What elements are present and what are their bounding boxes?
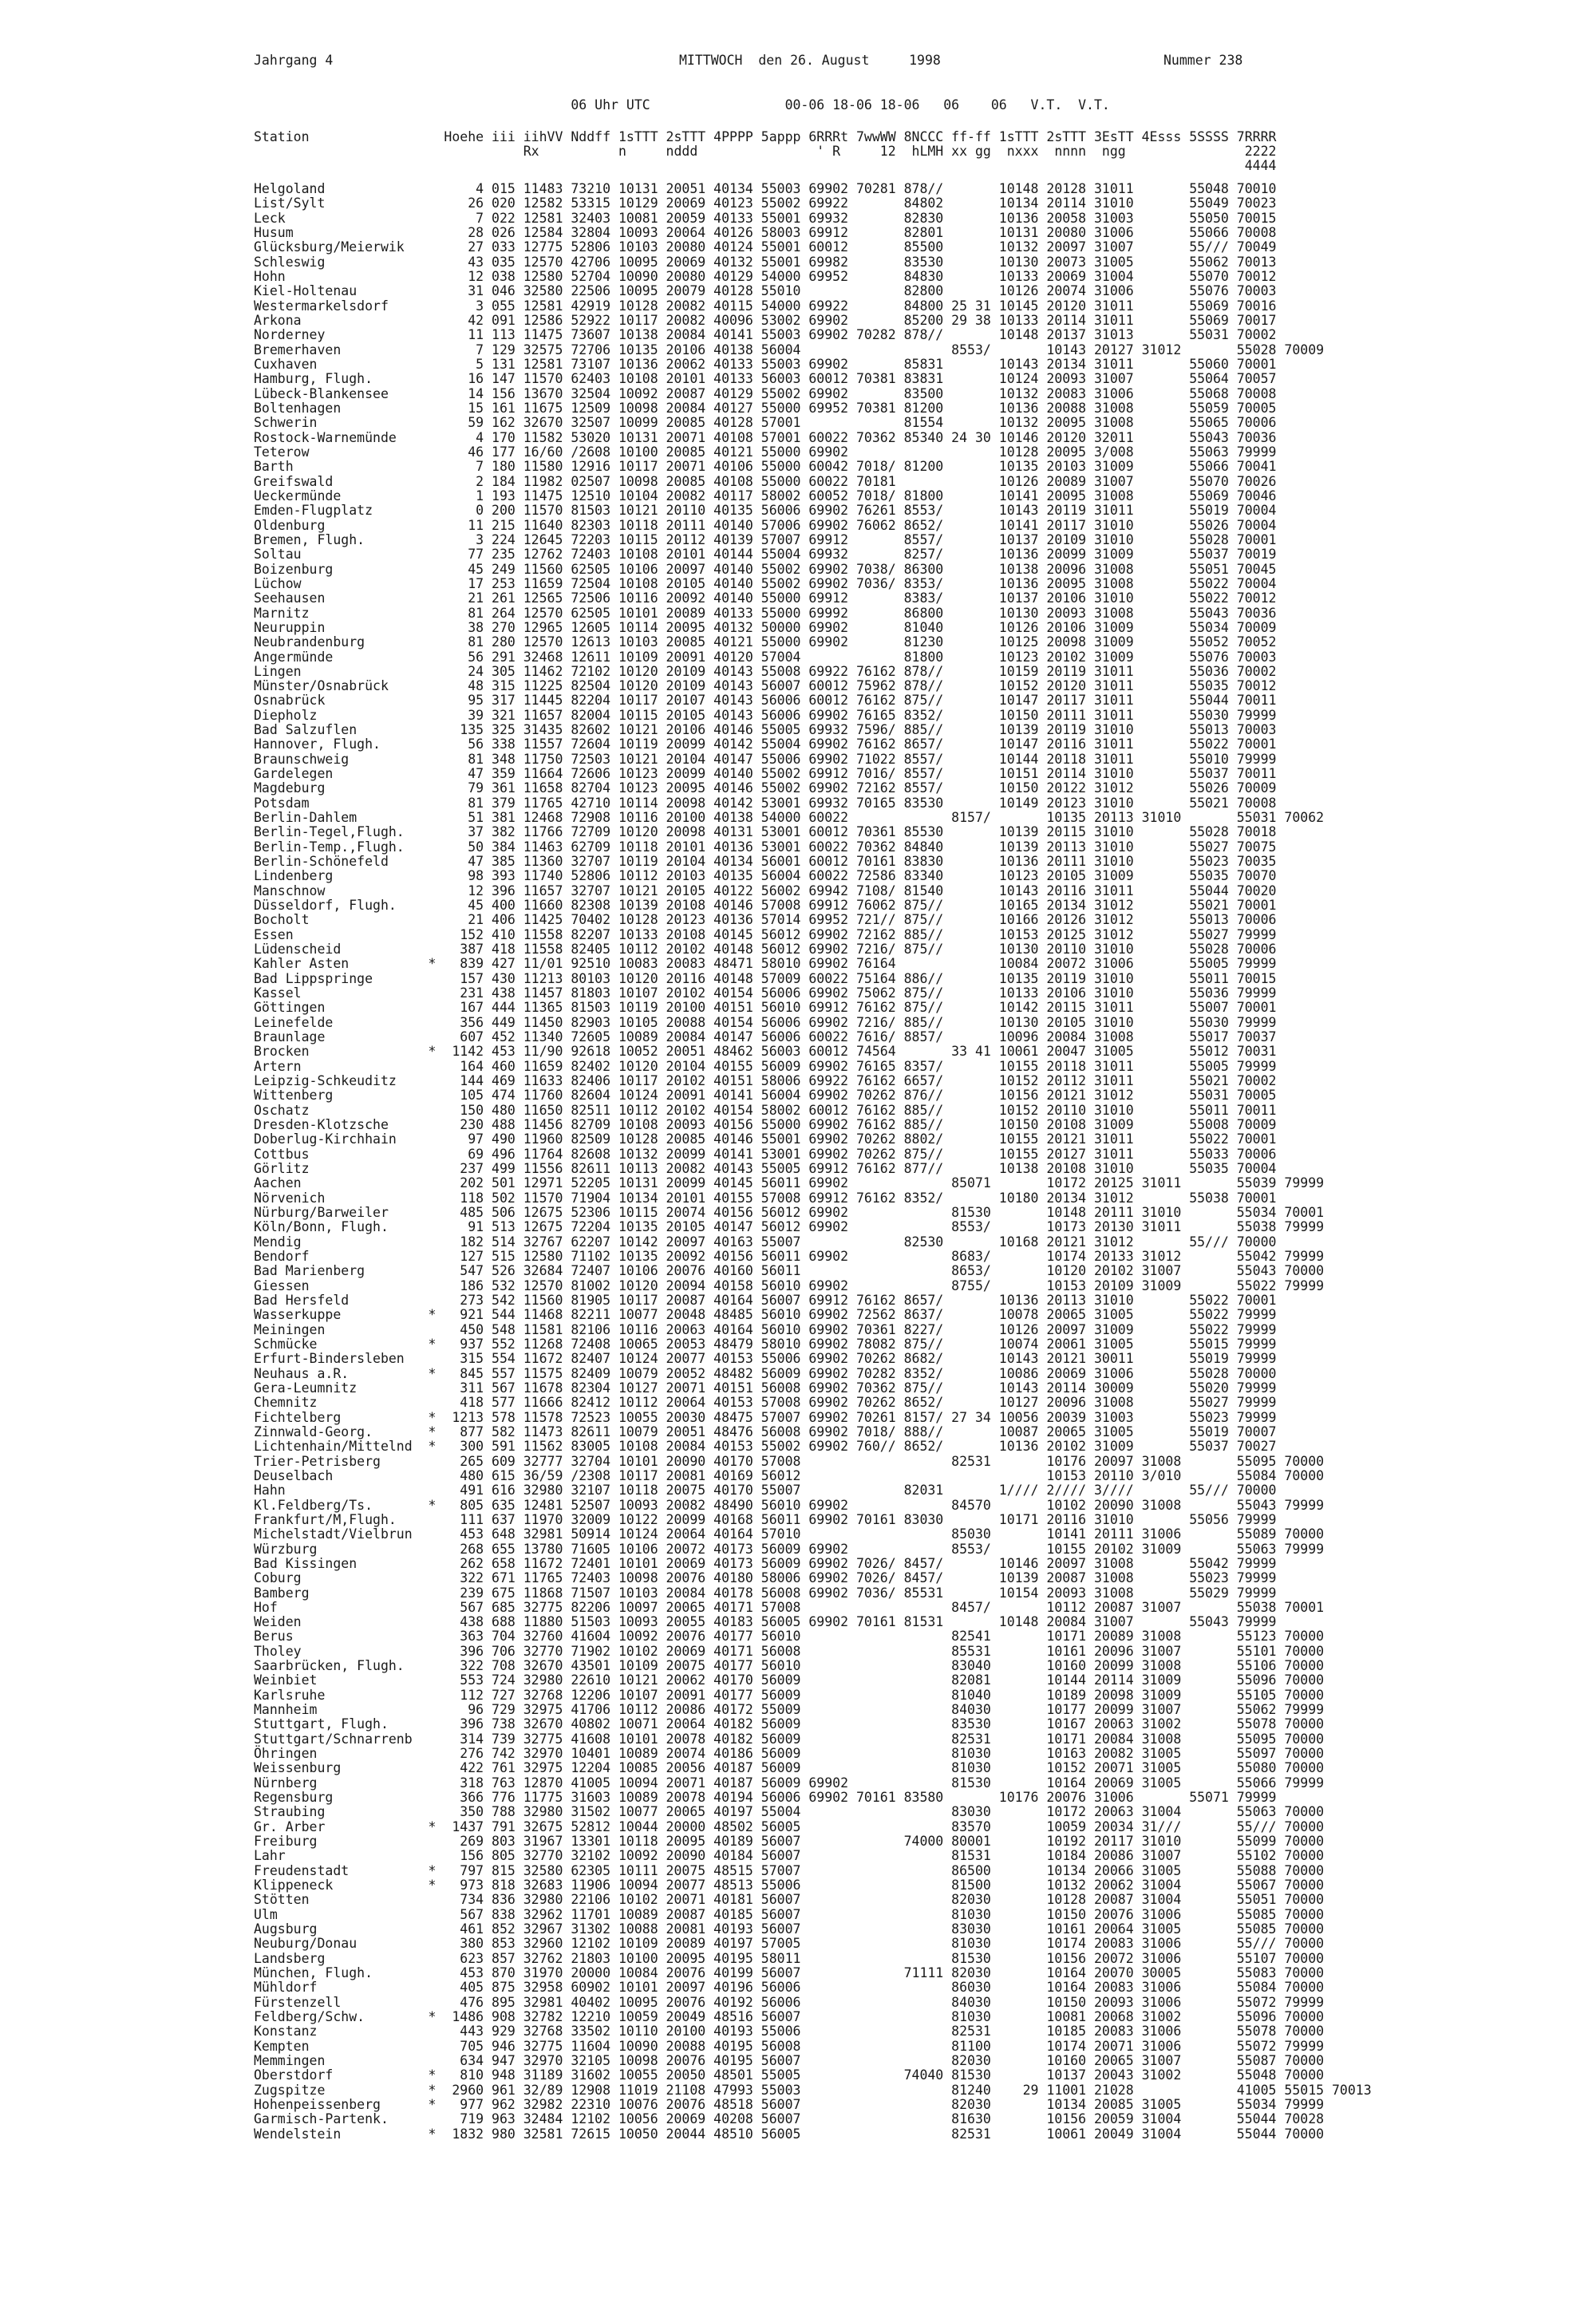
station-row <box>254 1732 1372 1747</box>
station-row-text: Emden-Flugplatz 0 200 11570 81503 10121 20110 40135 56006 69902 76261 8553/ 10143 20119 31011 55019 70004 <box>254 503 1277 519</box>
station-row-text: Norderney 11 113 11475 73607 10138 20084 40141 55003 69902 70282 878// 10148 20137 31013 55031 70002 <box>254 327 1277 343</box>
station-row-text: Mühldorf 405 875 32958 60902 10101 20097 40196 56006 86030 10164 20083 31006 55084 70000 <box>254 1980 1325 1996</box>
station-row-text: Lüdenscheid 387 418 11558 82405 10112 20102 40148 56012 69902 7216/ 875// 10130 20110 31010 55028 70006 <box>254 942 1277 958</box>
station-row-text: Neubrandenburg 81 280 12570 12613 10103 20085 40121 55000 69902 81230 10125 20098 31009 55052 70052 <box>254 634 1277 650</box>
station-row-text: Braunlage 607 452 11340 72605 10089 20084 40147 56006 60022 7616/ 8857/ 10096 20084 31008 55017 70037 <box>254 1029 1277 1045</box>
station-row-text: Leipzig-Schkeuditz 144 469 11633 82406 10117 20102 40151 58006 69922 76162 6657/ 10152 20112 31011 55021 70002 <box>254 1073 1277 1089</box>
station-row-text: Schmücke * 937 552 11268 72408 10065 20053 48479 58010 69902 78082 875// 10074 20061 31005 55015 79999 <box>254 1336 1277 1352</box>
station-row-text: Ueckermünde 1 193 11475 12510 10104 20082 40117 58002 60052 7018/ 81800 10141 20095 31008 55069 70046 <box>254 488 1277 503</box>
station-row-text: Nörvenich 118 502 11570 71904 10134 20101 40155 57008 69912 76162 8352/ 10180 20134 31012 55038 70001 <box>254 1190 1277 1206</box>
station-row <box>254 1016 1372 1030</box>
station-row-text: Cottbus 69 496 11764 82608 10132 20099 40141 53001 69902 70262 875// 10155 20127 31011 55033 70006 <box>254 1146 1277 1162</box>
station-row <box>254 1425 1372 1439</box>
station-row <box>254 2040 1372 2054</box>
station-row <box>254 650 1372 665</box>
station-row <box>254 1820 1372 1834</box>
station-row <box>254 1337 1372 1352</box>
station-row <box>254 1030 1372 1044</box>
report-date: MITTWOCH den 26. August 1998 <box>679 53 941 68</box>
station-row-text: Oschatz 150 480 11650 82511 10112 20102 40154 58002 60012 76162 885// 10152 20110 31010 55011 70011 <box>254 1102 1277 1118</box>
station-row-text: Frankfurt/M,Flugh. 111 637 11970 32009 10122 20099 40168 56011 69902 70161 83030 10171 20116 31010 55056 79999 <box>254 1511 1277 1527</box>
station-row-text: Lichtenhain/Mittelnd * 300 591 11562 83005 10108 20084 40153 55002 69902 760// 8652/ 10136 20102 31009 55037 70027 <box>254 1439 1277 1455</box>
station-row-text: Tholey 396 706 32770 71902 10102 20069 40171 56008 85531 10161 20096 31007 55101 70000 <box>254 1643 1325 1659</box>
station-row <box>254 1499 1372 1513</box>
station-row-text: Hohenpeissenberg * 977 962 32982 22310 10076 20076 48518 56007 82030 10134 20085 31005 55034 79999 <box>254 2096 1325 2112</box>
station-row-text: Kiel-Holtenau 31 046 32580 22506 10095 20079 40128 55010 82800 10126 20074 31006 55076 70003 <box>254 283 1277 299</box>
station-row-text: Bad Marienberg 547 526 32684 72407 10106 20076 40160 56011 8653/ 10120 20102 31007 55043 70000 <box>254 1263 1325 1279</box>
station-row-text: Potsdam 81 379 11765 42710 10114 20098 40142 53001 69932 70165 83530 10149 20123 31010 55021 70008 <box>254 795 1277 811</box>
station-row <box>254 1761 1372 1775</box>
station-row <box>254 591 1372 606</box>
station-row <box>254 693 1372 708</box>
station-row <box>254 240 1372 255</box>
station-row <box>254 547 1372 562</box>
station-row-text: Landsberg 623 857 32762 21803 10100 20095 40195 58011 81530 10156 20072 31006 55107 70000 <box>254 1950 1325 1966</box>
station-row <box>254 723 1372 737</box>
station-row-text: Wasserkuppe * 921 544 11468 82211 10077 20048 48485 56010 69902 72562 8637/ 10078 20065 31005 55022 79999 <box>254 1307 1277 1323</box>
station-row <box>254 796 1372 811</box>
station-row <box>254 884 1372 898</box>
station-row <box>254 972 1372 986</box>
station-row-text: Wendelstein * 1832 980 32581 72615 10050 20044 48510 56005 82531 10061 20049 31004 55044 70000 <box>254 2126 1325 2142</box>
station-row-text: Karlsruhe 112 727 32768 12206 10107 20091 40177 56009 81040 10189 20098 31009 55105 70000 <box>254 1687 1325 1703</box>
station-row-text: Coburg 322 671 11765 72403 10098 20076 40180 58006 69902 7026/ 8457/ 10139 20087 31008 55023 79999 <box>254 1570 1277 1586</box>
station-row-text: Öhringen 276 742 32970 10401 10089 20074 40186 56009 81030 10163 20082 31005 55097 70000 <box>254 1746 1325 1762</box>
station-row <box>254 255 1372 270</box>
station-row <box>254 270 1372 284</box>
station-row-text: Husum 28 026 12584 32804 10093 20064 40126 58003 69912 82801 10131 20080 31006 55066 70008 <box>254 224 1277 240</box>
station-row-text: Cuxhaven 5 131 12581 73107 10136 20062 40133 55003 69902 85831 10143 20134 31011 55060 70001 <box>254 356 1277 372</box>
station-row <box>254 1629 1372 1644</box>
station-row-text: Lüchow 17 253 11659 72504 10108 20105 40140 55002 69902 7036/ 8353/ 10136 20095 31008 55022 70004 <box>254 575 1277 591</box>
station-observation-table <box>254 182 1372 2142</box>
station-row-text: Stuttgart/Schnarrenb 314 739 32775 41608 10101 20078 40182 56009 82531 10171 20084 31008 55095 70000 <box>254 1731 1325 1747</box>
station-row-text: Hof 567 685 32775 82206 10097 20065 40171 57008 8457/ 10112 20087 31007 55038 70001 <box>254 1599 1325 1615</box>
station-row-text: Berlin-Schönefeld 47 385 11360 32707 10119 20104 40134 56001 60012 70161 83830 10136 20111 31010 55023 70035 <box>254 854 1277 870</box>
station-row-text: Osnabrück 95 317 11445 82204 10117 20107 40143 56006 60012 76162 875// 10147 20117 31011 55044 70011 <box>254 693 1277 709</box>
station-row-text: Lübeck-Blankensee 14 156 13670 32504 10092 20087 40129 55002 69902 83500 10132 20083 31006 55068 70008 <box>254 385 1277 401</box>
station-row-text: Bremerhaven 7 129 32575 72706 10135 20106 40138 56004 8553/ 10143 20127 31012 55028 70009 <box>254 342 1325 357</box>
station-row-text: List/Sylt 26 020 12582 53315 10129 20069 40123 55002 69922 84802 10134 20114 31010 55049 70023 <box>254 195 1277 211</box>
station-row-text: Weinbiet 553 724 32980 22610 10121 20062 40170 56009 82081 10144 20114 31009 55096 70000 <box>254 1672 1325 1688</box>
station-row <box>254 606 1372 621</box>
station-row <box>254 475 1372 489</box>
station-row <box>254 1688 1372 1703</box>
station-row <box>254 855 1372 869</box>
station-row <box>254 1601 1372 1615</box>
station-row <box>254 387 1372 401</box>
station-row <box>254 1191 1372 1206</box>
station-row-text: Lahr 156 805 32770 32102 10092 20090 40184 56007 81531 10184 20086 31007 55102 70000 <box>254 1848 1325 1864</box>
station-row-text: Greifswald 2 184 11982 02507 10098 20085 40108 55000 60022 70181 10126 20089 31007 55070 70026 <box>254 473 1277 489</box>
station-row <box>254 840 1372 855</box>
station-row-text: Memmingen 634 947 32970 32105 10098 20076 40195 56007 82030 10160 20065 31007 55087 70000 <box>254 2053 1325 2068</box>
station-row-text: Marnitz 81 264 12570 62505 10101 20089 40133 55000 69992 86800 10130 20093 31008 55043 70036 <box>254 605 1277 621</box>
station-row-text: Boltenhagen 15 161 11675 12509 10098 20084 40127 55000 69952 70381 81200 10136 20088 31008 55059 70005 <box>254 400 1277 416</box>
station-row-text: Westermarkelsdorf 3 055 12581 42919 10128 20082 40115 54000 69922 84800 25 31 10145 20120 31011 55069 70016 <box>254 298 1277 314</box>
station-row <box>254 928 1372 942</box>
station-row <box>254 314 1372 328</box>
station-row <box>254 898 1372 913</box>
station-row-text: Feldberg/Schw. * 1486 908 32782 12210 10059 20049 48516 56007 81030 10081 20068 31002 55096 70000 <box>254 2009 1325 2025</box>
station-row <box>254 1645 1372 1659</box>
station-row <box>254 563 1372 577</box>
station-row-text: Lindenberg 98 393 11740 52806 10112 20103 40135 56004 60022 72586 83340 10123 20105 31009 55035 70070 <box>254 868 1277 884</box>
station-row-text: Bad Salzuflen 135 325 31435 82602 10121 20106 40146 55005 69932 7596/ 885// 10139 20119 31010 55013 70003 <box>254 722 1277 738</box>
station-row <box>254 986 1372 1001</box>
station-row <box>254 1952 1372 1966</box>
station-row-text: Freudenstadt * 797 815 32580 62305 10111 20075 48515 57007 86500 10134 20066 31005 55088 70000 <box>254 1862 1325 1878</box>
station-row-text: Doberlug-Kirchhain 97 490 11960 82509 10128 20085 40146 55001 69902 70262 8802/ 10155 20121 31011 55022 70001 <box>254 1131 1277 1147</box>
station-row-text: Schwerin 59 162 32670 32507 10099 20085 40128 57001 81554 10132 20095 31008 55065 70006 <box>254 415 1277 431</box>
station-row <box>254 2054 1372 2068</box>
station-row <box>254 737 1372 752</box>
station-row <box>254 1615 1372 1629</box>
station-row-text: Lingen 24 305 11462 72102 10120 20109 40143 55008 69922 76162 878// 10159 20119 31011 55036 70002 <box>254 663 1277 679</box>
station-row-text: Straubing 350 788 32980 31502 10077 20065 40197 55004 83030 10172 20063 31004 55063 70000 <box>254 1804 1325 1820</box>
station-row-text: Essen 152 410 11558 82207 10133 20108 40145 56012 69902 72162 885// 10153 20125 31012 55027 79999 <box>254 926 1277 942</box>
station-row <box>254 1074 1372 1088</box>
station-row-text: Weiden 438 688 11880 51503 10093 20055 40183 56005 69902 70161 81531 10148 20084 31007 55043 79999 <box>254 1614 1277 1630</box>
station-row-text: Manschnow 12 396 11657 32707 10121 20105 40122 56002 69942 7108/ 81540 10143 20116 31011 55044 70020 <box>254 883 1277 898</box>
station-row-text: Brocken * 1142 453 11/90 92618 10052 20051 48462 56003 60012 74564 33 41 10061 20047 31005 55012 70031 <box>254 1044 1277 1060</box>
station-row-text: Oberstdorf * 810 948 31189 31602 10055 20050 48501 55005 74040 81530 10137 20043 31002 55048 70000 <box>254 2067 1325 2083</box>
station-row <box>254 503 1372 518</box>
station-row <box>254 1176 1372 1191</box>
station-row-text: Münster/Osnabrück 48 315 11225 82504 10120 20109 40143 56007 60012 75962 878// 10152 20120 31011 55035 70012 <box>254 678 1277 694</box>
station-row <box>254 1791 1372 1805</box>
station-row-text: Braunschweig 81 348 11750 72503 10121 20104 40147 55006 69902 71022 8557/ 10144 20118 31011 55010 79999 <box>254 751 1277 767</box>
station-row <box>254 1147 1372 1162</box>
station-row-text: Berlin-Tegel,Flugh. 37 382 11766 72709 10120 20098 40131 53001 60012 70361 85530 10139 20115 31010 55028 70018 <box>254 824 1277 840</box>
station-row-text: Kassel 231 438 11457 81803 10107 20102 40154 56006 69902 75062 875// 10133 20106 31010 55036 79999 <box>254 985 1277 1001</box>
station-row <box>254 1893 1372 1907</box>
station-row-text: Chemnitz 418 577 11666 82412 10112 20064 40153 57008 69902 70262 8652/ 10127 20096 31008 55027 79999 <box>254 1395 1277 1411</box>
station-row-text: Neuruppin 38 270 12965 12605 10114 20095 40132 50000 69902 81040 10126 20106 31009 55034 70009 <box>254 619 1277 635</box>
station-row <box>254 1908 1372 1922</box>
station-row <box>254 1996 1372 2010</box>
station-row-text: Augsburg 461 852 32967 31302 10088 20081 40193 56007 83030 10161 20064 31005 55085 70000 <box>254 1921 1325 1937</box>
station-row-text: Bad Lippspringe 157 430 11213 80103 10120 20116 40148 57009 60022 75164 886// 10135 20119 31010 55011 70015 <box>254 970 1277 986</box>
station-row <box>254 1060 1372 1074</box>
station-row <box>254 2068 1372 2083</box>
station-row <box>254 1396 1372 1410</box>
station-row-text: Soltau 77 235 12762 72403 10108 20101 40144 55004 69932 8257/ 10136 20099 31009 55037 70019 <box>254 547 1277 563</box>
station-row <box>254 211 1372 226</box>
station-row <box>254 1776 1372 1791</box>
station-row <box>254 1527 1372 1542</box>
station-row-text: Zinnwald-Georg. * 877 582 11473 82611 10079 20051 48476 56008 69902 7018/ 888// 10087 20065 31005 55019 70007 <box>254 1424 1277 1439</box>
station-row <box>254 196 1372 211</box>
station-row <box>254 299 1372 314</box>
station-row-text: Mannheim 96 729 32975 41706 10112 20086 40172 55009 84030 10177 20099 31007 55062 79999 <box>254 1702 1325 1718</box>
station-row <box>254 1367 1372 1381</box>
station-row <box>254 1922 1372 1937</box>
station-row <box>254 1381 1372 1396</box>
station-row <box>254 2127 1372 2142</box>
station-row <box>254 942 1372 957</box>
station-row <box>254 1250 1372 1264</box>
station-row <box>254 182 1372 196</box>
station-row-text: Boizenburg 45 249 11560 62505 10106 20097 40140 55002 69902 7038/ 86300 10138 20096 31008 55051 70045 <box>254 561 1277 577</box>
station-row <box>254 226 1372 240</box>
station-row-text: München, Flugh. 453 870 31970 20000 10084 20076 40199 56007 71111 82030 10164 20070 30005 55083 70000 <box>254 1965 1325 1981</box>
station-row <box>254 401 1372 416</box>
station-row-text: Leck 7 022 12581 32403 10081 20059 40133 55001 69932 82830 10136 20058 31003 55050 70015 <box>254 210 1277 226</box>
station-row-text: Meiningen 450 548 11581 82106 10116 20063 40164 56010 69902 70361 8227/ 10126 20097 31009 55022 79999 <box>254 1321 1277 1337</box>
station-row <box>254 1980 1372 1995</box>
station-row <box>254 709 1372 723</box>
station-row-text: Gardelegen 47 359 11664 72606 10123 20099 40140 55002 69912 7016/ 8557/ 10151 20114 31010 55037 70011 <box>254 766 1277 782</box>
station-row-text: Berlin-Temp.,Flugh. 50 384 11463 62709 10118 20101 40136 53001 60022 70362 84840 10139 20113 31010 55027 70075 <box>254 839 1277 855</box>
station-row-text: Schleswig 43 035 12570 42706 10095 20069 40132 55001 69982 83530 10130 20073 31005 55062 70013 <box>254 254 1277 270</box>
station-row-text: Garmisch-Partenk. 719 963 32484 12102 10056 20069 40208 56007 81630 10156 20059 31004 55044 70028 <box>254 2111 1325 2127</box>
station-row-text: Nürnberg 318 763 12870 41005 10094 20071 40187 56009 69902 81530 10164 20069 31005 55066 79999 <box>254 1775 1325 1791</box>
station-row <box>254 343 1372 357</box>
station-row <box>254 1673 1372 1688</box>
station-row <box>254 1805 1372 1819</box>
station-row <box>254 1293 1372 1308</box>
station-row <box>254 1483 1372 1498</box>
station-row <box>254 1966 1372 1980</box>
station-row-text: Dresden-Klotzsche 230 488 11456 82709 10108 20093 40156 55000 69902 76162 885// 10150 20108 31009 55008 70009 <box>254 1117 1277 1132</box>
station-row <box>254 2098 1372 2112</box>
station-row <box>254 1703 1372 1717</box>
station-row <box>254 460 1372 474</box>
station-row-text: Trier-Petrisberg 265 609 32777 32704 10101 20090 40170 57008 82531 10176 20097 31008 55095 70000 <box>254 1453 1325 1469</box>
station-row-text: Zugspitze * 2960 961 32/89 12908 11019 21108 47993 55003 81240 29 11001 21028 41005 55015 70013 <box>254 2082 1372 2098</box>
station-row <box>254 533 1372 547</box>
station-row-text: Bad Hersfeld 273 542 11560 81905 10117 20087 40164 56007 69912 76162 8657/ 10136 20113 31010 55022 70001 <box>254 1292 1277 1308</box>
station-row <box>254 665 1372 679</box>
station-row <box>254 1747 1372 1761</box>
station-row <box>254 869 1372 883</box>
station-row-text: Mendig 182 514 32767 62207 10142 20097 40163 55007 82530 10168 20121 31012 55/// 70000 <box>254 1234 1277 1250</box>
station-row-text: Aachen 202 501 12971 52205 10131 20099 40145 56011 69902 85071 10172 20125 31011 55039 79999 <box>254 1175 1325 1191</box>
station-row-text: Giessen 186 532 12570 81002 10120 20094 40158 56010 69902 8755/ 10153 20109 31009 55022 79999 <box>254 1277 1325 1293</box>
station-row-text: Düsseldorf, Flugh. 45 400 11660 82308 10139 20108 40146 57008 69912 76062 875// 10165 20134 31012 55021 70001 <box>254 898 1277 914</box>
station-row <box>254 1279 1372 1293</box>
station-row <box>254 767 1372 781</box>
station-row-text: Görlitz 237 499 11556 82611 10113 20082 40143 55005 69912 76162 877// 10138 20108 31010 55035 70004 <box>254 1160 1277 1176</box>
column-header-line: Station Hoehe iii iihVV Nddff 1sTTT 2sTTT 4PPPP 5appp 6RRRt 7wwWW 8NCCC ff-ff 1sTTT 2sTTT 3EsTT 4Esss 5SSSS 7RRRR <box>254 129 1277 144</box>
station-row <box>254 957 1372 971</box>
station-row <box>254 1659 1372 1673</box>
station-row-text: Konstanz 443 929 32768 33502 10110 20100 40193 55006 82531 10185 20083 31006 55078 70000 <box>254 2024 1325 2040</box>
station-row-text: Arkona 42 091 12586 52922 10117 20082 40096 53002 69902 85200 29 38 10133 20114 31011 55069 70017 <box>254 312 1277 328</box>
station-row <box>254 679 1372 693</box>
station-row <box>254 2112 1372 2126</box>
station-row <box>254 1264 1372 1278</box>
station-row <box>254 1586 1372 1601</box>
column-header-line: 4444 <box>254 158 1277 173</box>
station-row <box>254 1864 1372 1878</box>
station-row-text: Freiburg 269 803 31967 13301 10118 20095 40189 56007 74000 80001 10192 20117 31010 55099 70000 <box>254 1834 1325 1850</box>
station-row-text: Bocholt 21 406 11425 70402 10128 20123 40136 57014 69952 721// 875// 10166 20126 31012 55013 70006 <box>254 912 1277 928</box>
station-row-text: Artern 164 460 11659 82402 10120 20104 40155 56009 69902 76165 8357/ 10155 20118 31011 55005 79999 <box>254 1058 1277 1074</box>
station-row <box>254 357 1372 372</box>
station-row-text: Helgoland 4 015 11483 73210 10131 20051 40134 55003 69902 70281 878// 10148 20128 31011 55048 70010 <box>254 181 1277 196</box>
station-row <box>254 1717 1372 1732</box>
station-row <box>254 1001 1372 1015</box>
station-row-text: Fürstenzell 476 895 32981 40402 10095 20076 40192 56006 84030 10150 20093 31006 55072 79999 <box>254 1994 1325 2010</box>
station-row-text: Gr. Arber * 1437 791 32675 52812 10044 20000 48502 56005 83570 10059 20034 31/// 55/// 70000 <box>254 1818 1325 1834</box>
station-row <box>254 1308 1372 1322</box>
station-row <box>254 825 1372 839</box>
station-row-text: Weissenburg 422 761 32975 12204 10085 20056 40187 56009 81030 10152 20071 31005 55080 70000 <box>254 1760 1325 1776</box>
station-row-text: Berus 363 704 32760 41604 10092 20076 40177 56010 82541 10171 20089 31008 55123 70000 <box>254 1629 1325 1645</box>
station-row-text: Hahn 491 616 32980 32107 10118 20075 40170 55007 82031 1//// 2//// 3//// 55/// 70000 <box>254 1483 1277 1499</box>
issue-number: Nummer 238 <box>1163 53 1243 68</box>
station-row <box>254 635 1372 650</box>
station-row-text: Würzburg 268 655 13780 71605 10106 20072 40173 56009 69902 8553/ 10155 20102 31009 55063 79999 <box>254 1541 1325 1557</box>
station-row <box>254 1937 1372 1951</box>
station-row <box>254 328 1372 342</box>
station-row-text: Bendorf 127 515 12580 71102 10135 20092 40156 56011 69902 8683/ 10174 20133 31012 55042 79999 <box>254 1248 1325 1264</box>
station-row <box>254 577 1372 591</box>
station-row-text: Barth 7 180 11580 12916 10117 20071 40106 55000 60042 7018/ 81200 10135 20103 31009 55066 70041 <box>254 459 1277 475</box>
station-row-text: Diepholz 39 321 11657 82004 10115 20105 40143 56006 69902 76165 8352/ 10150 20111 31011 55030 79999 <box>254 707 1277 723</box>
station-row <box>254 1235 1372 1250</box>
station-row <box>254 1571 1372 1585</box>
station-row-text: Teterow 46 177 16/60 /2608 10100 20085 40121 55000 69902 10128 20095 3/008 55063 79999 <box>254 444 1277 460</box>
station-row <box>254 1323 1372 1337</box>
station-row-text: Klippeneck * 973 818 32683 11906 10094 20077 48513 55006 81500 10132 20062 31004 55067 70000 <box>254 1878 1325 1893</box>
station-row-text: Berlin-Dahlem 51 381 12468 72908 10116 20100 40138 54000 60022 8157/ 10135 20113 31010 55031 70062 <box>254 810 1325 826</box>
station-row-text: Gera-Leumnitz 311 567 11678 82304 10127 20071 40151 56008 69902 70362 875// 10143 20114 30009 55020 79999 <box>254 1380 1277 1396</box>
station-row-text: Saarbrücken, Flugh. 322 708 32670 43501 10109 20075 40177 56010 83040 10160 20099 31008 55106 70000 <box>254 1658 1325 1674</box>
station-row <box>254 431 1372 445</box>
station-row <box>254 1557 1372 1571</box>
station-row <box>254 1162 1372 1176</box>
station-row <box>254 1878 1372 1893</box>
station-row-text: Glücksburg/Meierwik 27 033 12775 52806 10103 20080 40124 55001 60012 85500 10132 20097 31007 55/// 70049 <box>254 239 1277 255</box>
station-row-text: Regensburg 366 776 11775 31603 10089 20078 40194 56006 69902 70161 83580 10176 20076 31006 55071 79999 <box>254 1790 1277 1806</box>
station-row <box>254 1088 1372 1103</box>
station-row-text: Michelstadt/Vielbrun 453 648 32981 50914 10124 20064 40164 57010 85030 10141 20111 31006 55089 70000 <box>254 1526 1325 1542</box>
station-row <box>254 1469 1372 1483</box>
station-row-text: Neuburg/Donau 380 853 32960 12102 10109 20089 40197 57005 81030 10174 20083 31006 55/// 70000 <box>254 1936 1325 1952</box>
station-row-text: Göttingen 167 444 11365 81503 10119 20100 40151 56010 69912 76162 875// 10142 20115 31011 55007 70001 <box>254 1000 1277 1016</box>
station-row <box>254 372 1372 386</box>
station-row-text: Leinefelde 356 449 11450 82903 10105 20088 40154 56006 69902 7216/ 885// 10130 20105 31010 55030 79999 <box>254 1014 1277 1030</box>
station-row <box>254 2083 1372 2098</box>
station-row-text: Seehausen 21 261 12565 72506 10116 20092 40140 55000 69912 8383/ 10137 20106 31010 55022 70012 <box>254 590 1277 606</box>
column-header-line: Rx n nddd ' R 12 hLMH xx gg nxxx nnnn ngg 2222 <box>254 144 1277 159</box>
station-row-text: Neuhaus a.R. * 845 557 11575 82409 10079 20052 48482 56009 69902 70282 8352/ 10086 20069 31006 55028 70000 <box>254 1365 1277 1381</box>
station-row <box>254 1118 1372 1132</box>
station-row-text: Köln/Bonn, Flugh. 91 513 12675 72204 10135 20105 40147 56012 69902 8553/ 10173 20130 31011 55038 79999 <box>254 1219 1325 1235</box>
station-row-text: Magdeburg 79 361 11658 82704 10123 20095 40146 55002 69902 72162 8557/ 10150 20122 31012 55026 70009 <box>254 780 1277 796</box>
station-row <box>254 1542 1372 1557</box>
station-row <box>254 416 1372 430</box>
station-row <box>254 1439 1372 1454</box>
station-row <box>254 1849 1372 1863</box>
station-row-text: Stuttgart, Flugh. 396 738 32670 40802 10071 20064 40182 56009 83530 10167 20063 31002 55078 70000 <box>254 1716 1325 1732</box>
station-row-text: Angermünde 56 291 32468 12611 10109 20091 40120 57004 81800 10123 20102 31009 55076 70003 <box>254 649 1277 665</box>
station-row <box>254 1455 1372 1469</box>
station-row <box>254 621 1372 635</box>
station-row-text: Stötten 734 836 32980 22106 10102 20071 40181 56007 82030 10128 20087 31004 55051 70000 <box>254 1892 1325 1908</box>
volume-label: Jahrgang 4 <box>254 53 334 68</box>
station-row <box>254 1206 1372 1220</box>
station-row <box>254 781 1372 796</box>
station-row-text: Oldenburg 11 215 11640 82303 10118 20111 40140 57006 69902 76062 8652/ 10141 20117 31010 55026 70004 <box>254 517 1277 533</box>
station-row <box>254 752 1372 767</box>
station-row <box>254 1411 1372 1425</box>
station-row-text: Bamberg 239 675 11868 71507 10103 20084 40178 56008 69902 7036/ 85531 10154 20093 31008 55029 79999 <box>254 1585 1277 1601</box>
station-row <box>254 284 1372 298</box>
station-row <box>254 913 1372 927</box>
station-row-text: Ulm 567 838 32962 11701 10089 20087 40185 56007 81030 10150 20076 31006 55085 70000 <box>254 1906 1325 1922</box>
station-row-text: Kahler Asten * 839 427 11/01 92510 10083 20083 48471 58010 69902 76164 10084 20072 31006 55005 79999 <box>254 956 1277 972</box>
station-row-text: Deuselbach 480 615 36/59 /2308 10117 20081 40169 56012 10153 20110 3/010 55084 70000 <box>254 1467 1325 1483</box>
station-row-text: Erfurt-Bindersleben 315 554 11672 82407 10124 20077 40153 55006 69902 70262 8682/ 10143 20121 30011 55019 79999 <box>254 1351 1277 1367</box>
station-row <box>254 519 1372 533</box>
station-row <box>254 1220 1372 1234</box>
station-row-text: Bremen, Flugh. 3 224 12645 72203 10115 20112 40139 57007 69912 8557/ 10137 20109 31010 55028 70001 <box>254 531 1277 547</box>
station-row <box>254 1834 1372 1849</box>
station-row-text: Fichtelberg * 1213 578 11578 72523 10055 20030 48475 57007 69902 70261 8157/ 27 34 10056 20039 31003 55023 79999 <box>254 1409 1277 1425</box>
station-row <box>254 1513 1372 1527</box>
station-row-text: Hannover, Flugh. 56 338 11557 72604 10119 20099 40142 55004 69902 76162 8657/ 10147 20116 31011 55022 70001 <box>254 736 1277 752</box>
station-row <box>254 1352 1372 1366</box>
station-row <box>254 1104 1372 1118</box>
column-header-line: 06 Uhr UTC 00-06 18-06 18-06 06 06 V.T. V.T. <box>254 97 1110 113</box>
station-row <box>254 1132 1372 1147</box>
station-row <box>254 811 1372 825</box>
station-row <box>254 445 1372 460</box>
station-row <box>254 1044 1372 1059</box>
station-row-text: Kempten 705 946 32775 11604 10090 20088 40195 56008 81100 10174 20071 31006 55072 79999 <box>254 2038 1325 2054</box>
station-row-text: Rostock-Warnemünde 4 170 11582 53020 10131 20071 40108 57001 60022 70362 85340 24 30 10146 20120 32011 55043 70036 <box>254 429 1277 445</box>
station-row <box>254 2010 1372 2024</box>
station-row-text: Hamburg, Flugh. 16 147 11570 62403 10108 20101 40133 56003 60012 70381 83831 10124 20093 31007 55064 70057 <box>254 371 1277 387</box>
station-row-text: Nürburg/Barweiler 485 506 12675 52306 10115 20074 40156 56012 69902 81530 10148 20111 31010 55034 70001 <box>254 1204 1325 1220</box>
station-row-text: Bad Kissingen 262 658 11672 72401 10101 20069 40173 56009 69902 7026/ 8457/ 10146 20097 31008 55042 79999 <box>254 1555 1277 1571</box>
station-row <box>254 2024 1372 2039</box>
station-row-text: Wittenberg 105 474 11760 82604 10124 20091 40141 56004 69902 70262 876// 10156 20121 31012 55031 70005 <box>254 1088 1277 1104</box>
station-row-text: Kl.Feldberg/Ts. * 805 635 12481 52507 10093 20082 48490 56010 69902 84570 10102 20090 31008 55043 79999 <box>254 1497 1325 1513</box>
station-row-text: Hohn 12 038 12580 52704 10090 20080 40129 54000 69952 84830 10133 20069 31004 55070 70012 <box>254 268 1277 284</box>
station-row <box>254 489 1372 503</box>
